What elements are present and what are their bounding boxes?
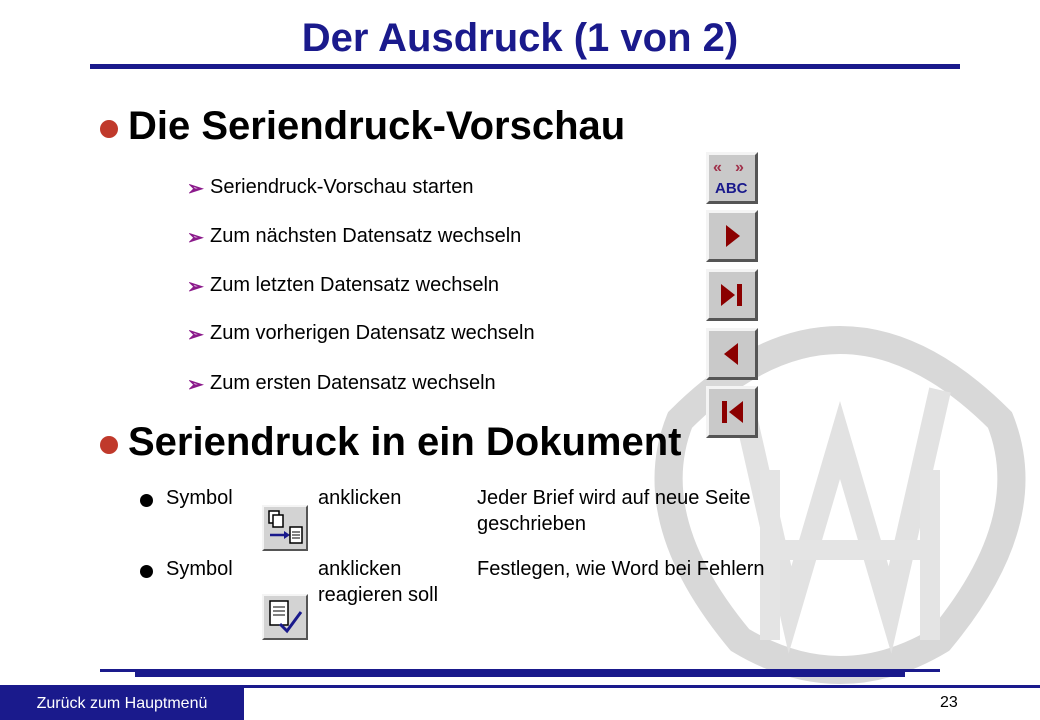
row-action: anklicken (318, 487, 402, 509)
last-record-icon (709, 272, 755, 318)
back-to-main-menu-link[interactable]: Zurück zum Hauptmenü (0, 688, 244, 720)
previous-record-button[interactable] (706, 328, 758, 380)
preview-toggle-button[interactable] (706, 152, 758, 204)
list-item: Zum ersten Datensatz wechseln (210, 372, 496, 394)
page-number: 23 (940, 694, 958, 711)
next-record-icon (709, 213, 755, 259)
first-record-button[interactable] (706, 386, 758, 438)
arrow-bullet-icon: ➢ (187, 324, 204, 346)
footer-divider (135, 672, 905, 677)
row-label: Symbol (166, 558, 233, 580)
section2-bullet (100, 436, 118, 454)
watermark-logo (640, 220, 1040, 700)
section1-heading: Die Seriendruck-Vorschau (128, 104, 626, 148)
arrow-bullet-icon: ➢ (187, 374, 204, 396)
section2-heading: Seriendruck in ein Dokument (128, 420, 682, 464)
page-title: Der Ausdruck (1 von 2) (301, 16, 739, 60)
row-desc-line1: Festlegen, wie Word bei Fehlern (477, 558, 765, 580)
abc-preview-icon (709, 155, 755, 201)
row-desc-line1: Jeder Brief wird auf neue Seite (477, 487, 751, 509)
list-item: Zum letzten Datensatz wechseln (210, 274, 500, 296)
check-errors-icon (264, 596, 306, 638)
svg-text:«: « (713, 159, 722, 176)
row-action: anklicken (318, 558, 402, 580)
title-divider (90, 64, 960, 69)
row-bullet (140, 565, 153, 578)
next-record-button[interactable] (706, 210, 758, 262)
section1-bullet (100, 120, 118, 138)
first-record-icon (709, 389, 755, 435)
row-bullet (140, 494, 153, 507)
row-desc-line2: geschrieben (477, 513, 586, 535)
list-item: Zum nächsten Datensatz wechseln (210, 225, 522, 247)
previous-record-icon (709, 331, 755, 377)
arrow-bullet-icon: ➢ (187, 178, 204, 200)
list-item: Zum vorherigen Datensatz wechseln (210, 322, 535, 344)
arrow-bullet-icon: ➢ (187, 227, 204, 249)
merge-to-document-button[interactable] (262, 505, 308, 551)
arrow-bullet-icon: ➢ (187, 276, 204, 298)
check-errors-button[interactable] (262, 594, 308, 640)
row-desc-line2: reagieren soll (318, 584, 439, 606)
svg-text:»: » (735, 159, 744, 176)
last-record-button[interactable] (706, 269, 758, 321)
svg-text:ABC: ABC (715, 180, 748, 197)
row-label: Symbol (166, 487, 233, 509)
merge-to-document-icon (264, 507, 306, 549)
list-item: Seriendruck-Vorschau starten (210, 176, 474, 198)
